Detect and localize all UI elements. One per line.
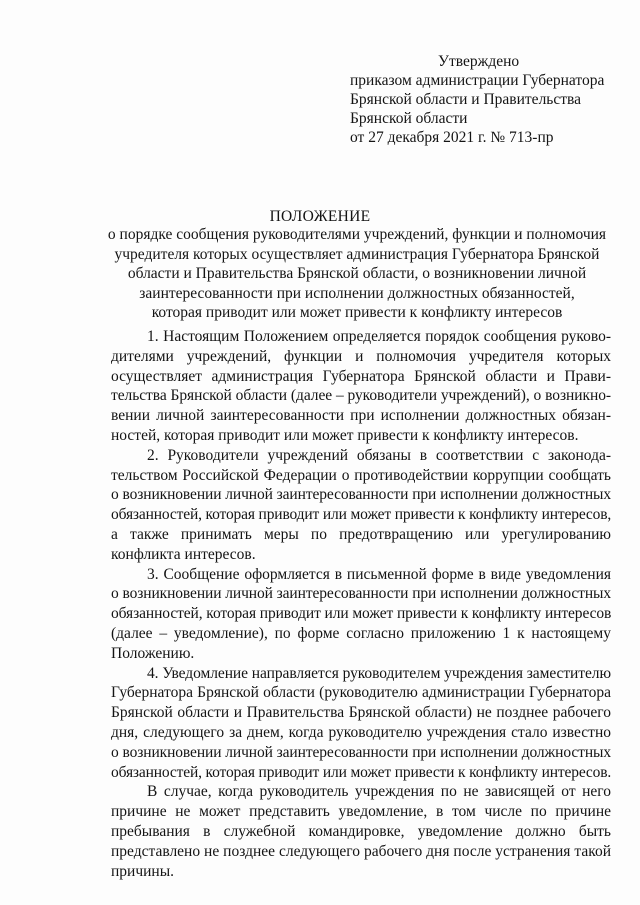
subtitle-line: области и Правительства Брянской области, о возникновении личной	[127, 265, 587, 282]
subtitle-line: которая приводит или может привести к конфликту интересов	[151, 304, 563, 321]
paragraph-line: 1. Настоящим Положением определяется порядок сообщения руково-	[147, 328, 611, 345]
approval-line: приказом администрации Губернатора	[350, 72, 605, 89]
paragraph-line: Положению.	[111, 644, 195, 662]
paragraph-line: о возникновении личной заинтересованности при исполнении должностных	[111, 486, 611, 504]
paragraph-line: В случае, когда руководитель учреждения по не зависящей от него	[147, 783, 611, 801]
paragraph-line: ностей, которая приводит или может привести к конфликту интересов.	[111, 426, 579, 444]
document-title: ПОЛОЖЕНИЕ	[269, 208, 371, 225]
paragraph-line: обязанностей, которая приводит или может привести к конфликту интересов.	[111, 763, 612, 781]
paragraph-line: осуществляет администрация Губернатора Брянской области и Прави-	[111, 367, 611, 385]
paragraph-line: Брянской области и Правительства Брянской области) не позднее рабочего	[111, 704, 611, 722]
paragraph-line: причины.	[111, 862, 175, 880]
approval-line: Брянской области	[350, 110, 468, 127]
paragraph-line: 2. Руководители учреждений обязаны в соответствии с законода-	[147, 446, 611, 464]
paragraph-line: причине не может представить уведомление, в том числе по причине	[111, 803, 611, 821]
paragraph-line: 4. Уведомление направляется руководителем учреждения заместителю	[147, 664, 611, 682]
approval-line: Утверждено	[438, 53, 520, 70]
approval-order-date-number: от 27 декабря 2021 г. № 713-пр	[350, 129, 554, 146]
document-subtitle	[96, 225, 618, 323]
document-body	[111, 327, 611, 881]
paragraph-1	[111, 327, 611, 446]
paragraph-line: тельством Российской Федерации о противодействии коррупции сообщать	[111, 466, 611, 484]
paragraph-line: дня, следующего за днем, когда руководителю учреждения стало известно	[111, 723, 611, 741]
subtitle-line: заинтересованности при исполнении должностных обязанностей,	[139, 284, 575, 302]
subtitle-line: о порядке сообщения руководителями учреждений, функции и полномочия	[107, 226, 607, 243]
approval-line: Брянской области и Правительства	[350, 91, 582, 108]
paragraph-line: дителями учреждений, функции и полномочия учредителя которых	[111, 347, 611, 365]
subtitle-line: учредителя которых осуществляет администрация Губернатора Брянской	[114, 245, 600, 263]
paragraph-line: пребывания в служебной командировке, уведомление должно быть	[111, 822, 611, 840]
paragraph-4	[111, 664, 611, 783]
paragraph-2	[111, 446, 611, 565]
paragraph-line: (далее – уведомление), по форме согласно приложению 1 к настоящему	[111, 624, 611, 642]
paragraph-line: о возникновении личной заинтересованности при исполнении должностных	[111, 585, 611, 603]
approval-stamp-block	[350, 52, 625, 147]
paragraph-line: о возникновении личной заинтересованности при исполнении должностных	[111, 743, 611, 761]
paragraph-line: обязанностей, которая приводит или может привести к конфликту интересов	[111, 605, 612, 623]
paragraph-line: вении личной заинтересованности при исполнении должностных обязан-	[111, 407, 611, 425]
paragraph-line: а также принимать меры по предотвращению или урегулированию	[111, 525, 611, 543]
paragraph-line: Губернатора Брянской области (руководителю администрации Губернатора	[111, 684, 611, 702]
paragraph-line: тельства Брянской области (далее – руководители учреждений), о возникно-	[111, 387, 611, 405]
paragraph-5	[111, 782, 611, 881]
paragraph-3	[111, 565, 611, 664]
paragraph-line: 3. Сообщение оформляется в письменной форме в виде уведомления	[147, 565, 611, 583]
paragraph-line: представлено не позднее следующего рабочего дня после устранения такой	[111, 842, 611, 860]
paragraph-line: обязанностей, которая приводит или может привести к конфликту интересов,	[111, 506, 612, 524]
paragraph-line: конфликта интересов.	[111, 545, 256, 563]
